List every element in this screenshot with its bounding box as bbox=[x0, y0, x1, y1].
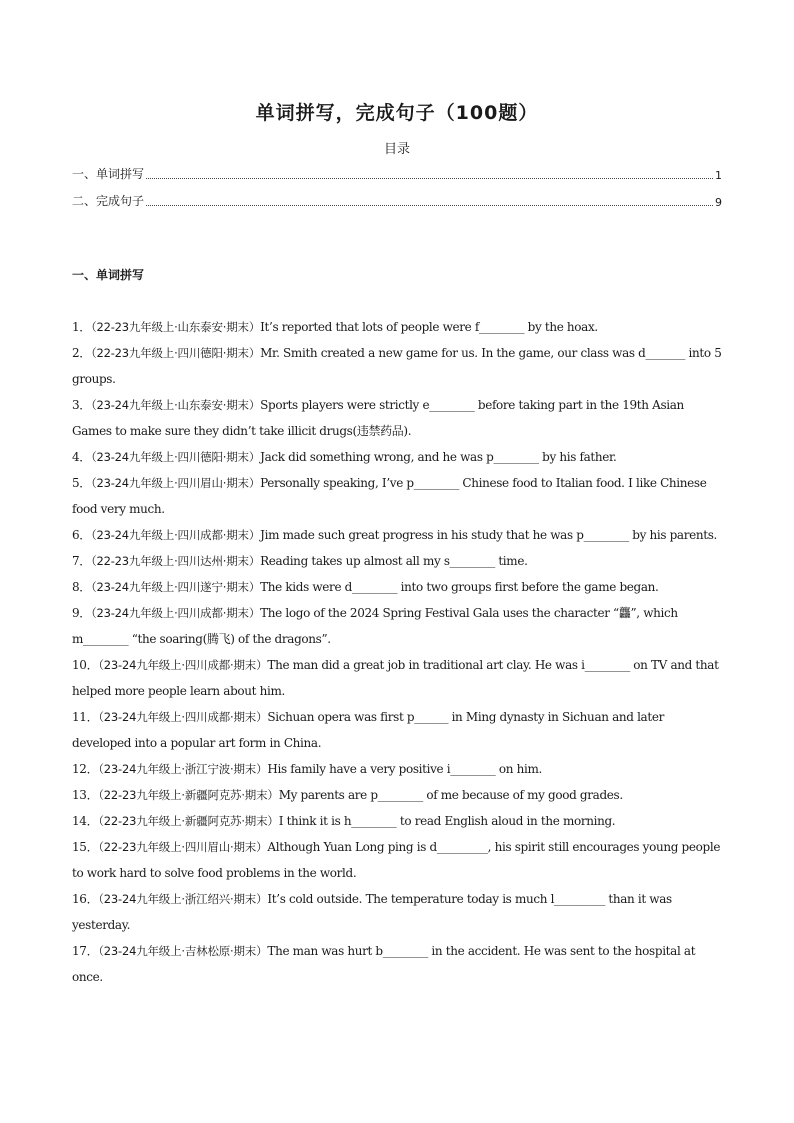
question-text: My parents are p________ of me because of my good grades. bbox=[278, 788, 623, 802]
question-text: Sports players were strictly e________ before taking part in the 19th Asian Games to make sure they didn’t take illicit drugs(违禁药品). bbox=[72, 398, 684, 438]
question-item bbox=[72, 392, 722, 444]
question-source: （23-24九年级上·吉林松原·期末） bbox=[98, 944, 268, 958]
toc-entry[interactable] bbox=[72, 193, 722, 209]
question-item bbox=[72, 470, 722, 522]
toc-entry-label: 二、完成句子 bbox=[72, 194, 145, 208]
question-source: （22-23九年级上·四川德阳·期末） bbox=[90, 346, 261, 360]
question-text: Reading takes up almost all my s________ time. bbox=[260, 554, 528, 568]
question-item bbox=[72, 340, 722, 392]
question-number: 15． bbox=[72, 840, 99, 854]
question-item bbox=[72, 548, 722, 574]
toc-entry-page: 9 bbox=[715, 196, 722, 209]
toc-entry[interactable] bbox=[72, 166, 722, 182]
question-source: （22-23九年级上·山东泰安·期末） bbox=[90, 320, 261, 334]
question-text: Jim made such great progress in his study that he was p________ by his parents. bbox=[260, 528, 717, 542]
question-item bbox=[72, 600, 722, 652]
toc-leader-dots bbox=[146, 204, 713, 206]
question-source: （22-23九年级上·新疆阿克苏·期末） bbox=[98, 788, 279, 802]
question-item bbox=[72, 652, 722, 704]
question-item bbox=[72, 886, 722, 938]
question-source: （22-23九年级上·新疆阿克苏·期末） bbox=[98, 814, 279, 828]
question-item bbox=[72, 522, 722, 548]
question-item bbox=[72, 756, 722, 782]
question-item bbox=[72, 782, 722, 808]
toc-entry-label: 一、单词拼写 bbox=[72, 167, 145, 181]
question-text: It’s reported that lots of people were f________ by the hoax. bbox=[260, 320, 598, 334]
question-item bbox=[72, 314, 722, 340]
question-item bbox=[72, 444, 722, 470]
question-number: 10． bbox=[72, 658, 99, 672]
question-source: （23-24九年级上·四川德阳·期末） bbox=[90, 450, 261, 464]
question-source: （23-24九年级上·山东泰安·期末） bbox=[90, 398, 261, 412]
question-number: 6． bbox=[72, 528, 91, 542]
question-item bbox=[72, 704, 722, 756]
question-number: 5． bbox=[72, 476, 91, 490]
question-text: Sichuan opera was first p______ in Ming dynasty in Sichuan and later developed into a popular art form in China. bbox=[72, 710, 664, 750]
question-source: （23-24九年级上·四川成都·期末） bbox=[90, 606, 261, 620]
question-text: His family have a very positive i________ on him. bbox=[267, 762, 542, 776]
question-number: 16． bbox=[72, 892, 99, 906]
question-item bbox=[72, 834, 722, 886]
question-source: （23-24九年级上·四川遂宁·期末） bbox=[90, 580, 261, 594]
question-source: （23-24九年级上·四川成都·期末） bbox=[98, 710, 268, 724]
question-item bbox=[72, 808, 722, 834]
question-number: 9． bbox=[72, 606, 91, 620]
question-source: （23-24九年级上·浙江绍兴·期末） bbox=[98, 892, 268, 906]
question-item bbox=[72, 574, 722, 600]
question-number: 12． bbox=[72, 762, 99, 776]
question-text: The logo of the 2024 Spring Festival Gala uses the character “龘”, which m________ “the soaring(腾飞) of the dragons”. bbox=[72, 606, 678, 646]
question-text: The kids were d________ into two groups first before the game began. bbox=[260, 580, 659, 594]
toc-entry-page: 1 bbox=[715, 169, 722, 182]
question-number: 11． bbox=[72, 710, 99, 724]
question-source: （23-24九年级上·四川成都·期末） bbox=[90, 528, 261, 542]
question-list bbox=[72, 314, 722, 990]
page-title: 单词拼写，完成句子（100题） bbox=[255, 102, 539, 124]
question-text: It’s cold outside. The temperature today is much l_________ than it was yesterday. bbox=[72, 892, 672, 932]
question-text: Jack did something wrong, and he was p________ by his father. bbox=[260, 450, 617, 464]
question-number: 17． bbox=[72, 944, 99, 958]
question-item bbox=[72, 938, 722, 990]
question-text: I think it is h________ to read English aloud in the morning. bbox=[278, 814, 616, 828]
question-source: （23-24九年级上·四川成都·期末） bbox=[98, 658, 268, 672]
question-source: （23-24九年级上·浙江宁波·期末） bbox=[98, 762, 268, 776]
toc-leader-dots bbox=[146, 177, 713, 179]
question-number: 7． bbox=[72, 554, 91, 568]
question-source: （23-24九年级上·四川眉山·期末） bbox=[90, 476, 261, 490]
question-source: （22-23九年级上·四川眉山·期末） bbox=[98, 840, 268, 854]
section-heading: 一、单词拼写 bbox=[72, 268, 145, 282]
toc-heading: 目录 bbox=[383, 142, 410, 157]
question-number: 14． bbox=[72, 814, 99, 828]
question-number: 8． bbox=[72, 580, 91, 594]
question-text: The man was hurt b________ in the accident. He was sent to the hospital at once. bbox=[72, 944, 696, 984]
question-number: 13． bbox=[72, 788, 99, 802]
question-number: 1． bbox=[72, 320, 91, 334]
question-number: 4． bbox=[72, 450, 91, 464]
question-text: Mr. Smith created a new game for us. In the game, our class was d_______ into 5 groups. bbox=[72, 346, 722, 386]
question-number: 2． bbox=[72, 346, 91, 360]
question-number: 3． bbox=[72, 398, 91, 412]
question-text: The man did a great job in traditional art clay. He was i________ on TV and that helped more people learn about him. bbox=[72, 658, 719, 698]
question-source: （22-23九年级上·四川达州·期末） bbox=[90, 554, 261, 568]
question-text: Personally speaking, I’ve p________ Chinese food to Italian food. I like Chinese food very much. bbox=[72, 476, 707, 516]
question-text: Although Yuan Long ping is d_________, his spirit still encourages young people to work hard to solve food problems in the world. bbox=[72, 840, 721, 880]
